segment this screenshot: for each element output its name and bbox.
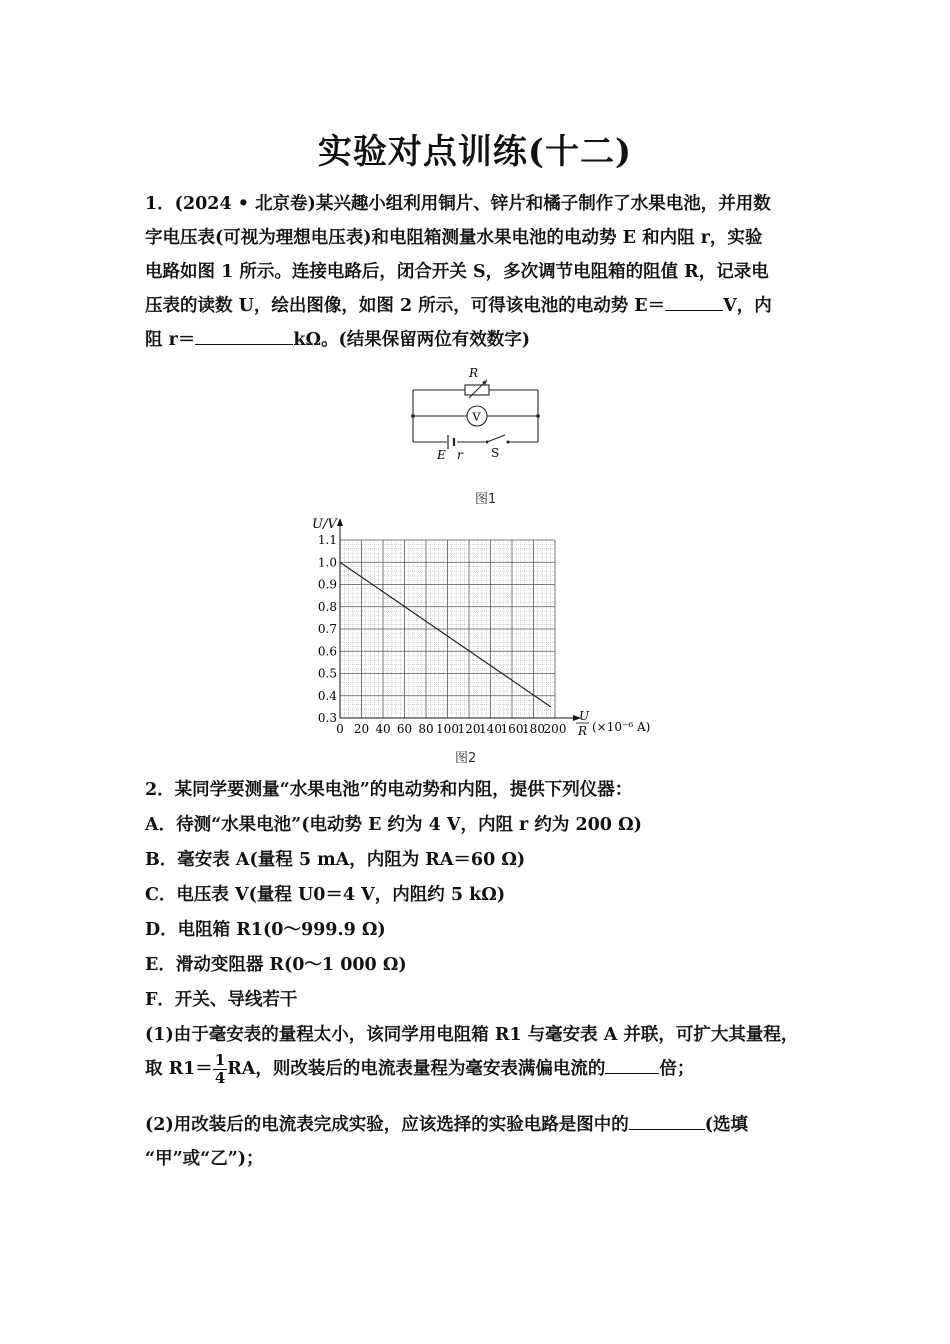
y-tick-label: 0.5	[317, 666, 337, 681]
q2-option-e: E．滑动变阻器 R(0～1 000 Ω)	[145, 955, 407, 975]
q2-option-a: A．待测“水果电池”(电动势 E 约为 4 V，内阻 r 约为 200 Ω)	[145, 815, 642, 835]
x-tick-label: 160	[500, 722, 524, 736]
x-tick-label: 120	[457, 722, 481, 736]
fraction-one-quarter	[213, 1052, 227, 1087]
x-axis-unit: (×10⁻⁶ A)	[592, 720, 650, 734]
x-tick-label: 0	[336, 722, 344, 736]
circuit-choice-blank[interactable]	[629, 1111, 705, 1130]
q1-line-5-text: 阻 r＝	[145, 330, 196, 350]
x-tick-label: 180	[522, 722, 545, 736]
series-line	[340, 562, 551, 707]
figure-2-caption: 图2	[455, 751, 477, 766]
x-tick-label: 80	[418, 722, 434, 736]
q2-sub2-line-2: “甲”或“乙”)；	[145, 1149, 264, 1169]
q2-option-d: D．电阻箱 R1(0～999.9 Ω)	[145, 920, 386, 940]
q1-line-3: 电路如图 1 所示。连接电路后，闭合开关 S，多次调节电阻箱的阻值 R，记录电	[145, 262, 769, 282]
q1-line-2: 字电压表(可视为理想电压表)和电阻箱测量水果电池的电动势 E 和内阻 r，实验	[145, 228, 763, 248]
q2-sub1-text-a: 取 R1＝	[145, 1059, 213, 1079]
x-tick-label: 140	[479, 722, 502, 736]
q1-line-1: 1．(2024 • 北京卷)某兴趣小组利用铜片、锌片和橘子制作了水果电池，并用数	[145, 194, 771, 214]
u-vs-current-chart	[300, 510, 650, 760]
q2-option-b: B．毫安表 A(量程 5 mA，内阻为 RA＝60 Ω)	[145, 850, 526, 870]
y-tick-label: 0.3	[317, 711, 337, 725]
q2-sub2-text-b: (选填	[704, 1115, 749, 1135]
q1-line-5	[145, 326, 530, 351]
switch-symbol	[487, 435, 505, 442]
page-title: 实验对点训练(十二)	[317, 132, 633, 172]
x-axis-label-numerator: U	[579, 709, 590, 723]
q2-sub1-text-c: 倍；	[659, 1059, 695, 1079]
y-tick-label: 0.7	[317, 622, 337, 636]
label-S: S	[491, 446, 500, 460]
q2-intro: 2．某同学要测量“水果电池”的电动势和内阻，提供下列仪器：	[145, 780, 633, 800]
fraction-denominator: 4	[214, 1069, 226, 1087]
q2-sub1-text-b: RA，则改装后的电流表量程为毫安表满偏电流的	[227, 1059, 606, 1079]
q2-sub1-line-2	[145, 1052, 694, 1087]
q2-sub1-line-1: (1)由于毫安表的量程太小，该同学用电阻箱 R1 与毫安表 A 并联，可扩大其量程，	[145, 1025, 799, 1045]
y-axis-label: U/V	[312, 517, 337, 532]
y-axis-arrow	[337, 518, 343, 526]
resistance-blank[interactable]	[195, 326, 293, 345]
y-tick-label: 0.9	[317, 577, 337, 592]
label-R: R	[469, 366, 479, 380]
y-tick-label: 1.1	[317, 533, 337, 547]
emf-blank[interactable]	[665, 292, 723, 311]
q2-option-f: F．开关、导线若干	[145, 990, 298, 1010]
circuit-diagram	[405, 360, 550, 468]
q1-line-5-unit: kΩ。(结果保留两位有效数字)	[293, 330, 531, 350]
y-tick-label: 0.4	[317, 688, 337, 703]
q2-option-c: C．电压表 V(量程 U0＝4 V，内阻约 5 kΩ)	[145, 885, 506, 905]
fraction-numerator: 1	[214, 1051, 226, 1069]
q2-sub2-text-a: (2)用改装后的电流表完成实验，应该选择的实验电路是图中的	[145, 1115, 629, 1135]
y-tick-label: 0.8	[317, 599, 337, 614]
q1-line-4-text: 压表的读数 U，绘出图像，如图 2 所示，可得该电池的电动势 E＝	[145, 296, 666, 316]
x-axis-label-denominator: R	[578, 724, 588, 738]
x-tick-label: 20	[353, 722, 370, 736]
q2-sub2-line-1	[145, 1111, 748, 1136]
y-tick-label: 0.6	[317, 644, 337, 659]
label-r: r	[457, 448, 463, 462]
label-E: E	[437, 448, 446, 462]
y-tick-label: 1.0	[317, 555, 337, 570]
figure-1-caption: 图1	[475, 492, 497, 507]
x-tick-label: 100	[436, 722, 459, 736]
label-V: V	[472, 410, 481, 424]
multiple-blank[interactable]	[605, 1055, 659, 1074]
q1-line-4	[145, 292, 772, 317]
x-tick-label: 200	[543, 722, 567, 736]
x-tick-label: 60	[396, 722, 413, 736]
x-tick-label: 40	[375, 722, 391, 736]
q1-line-4-unit: V，内	[723, 296, 772, 316]
